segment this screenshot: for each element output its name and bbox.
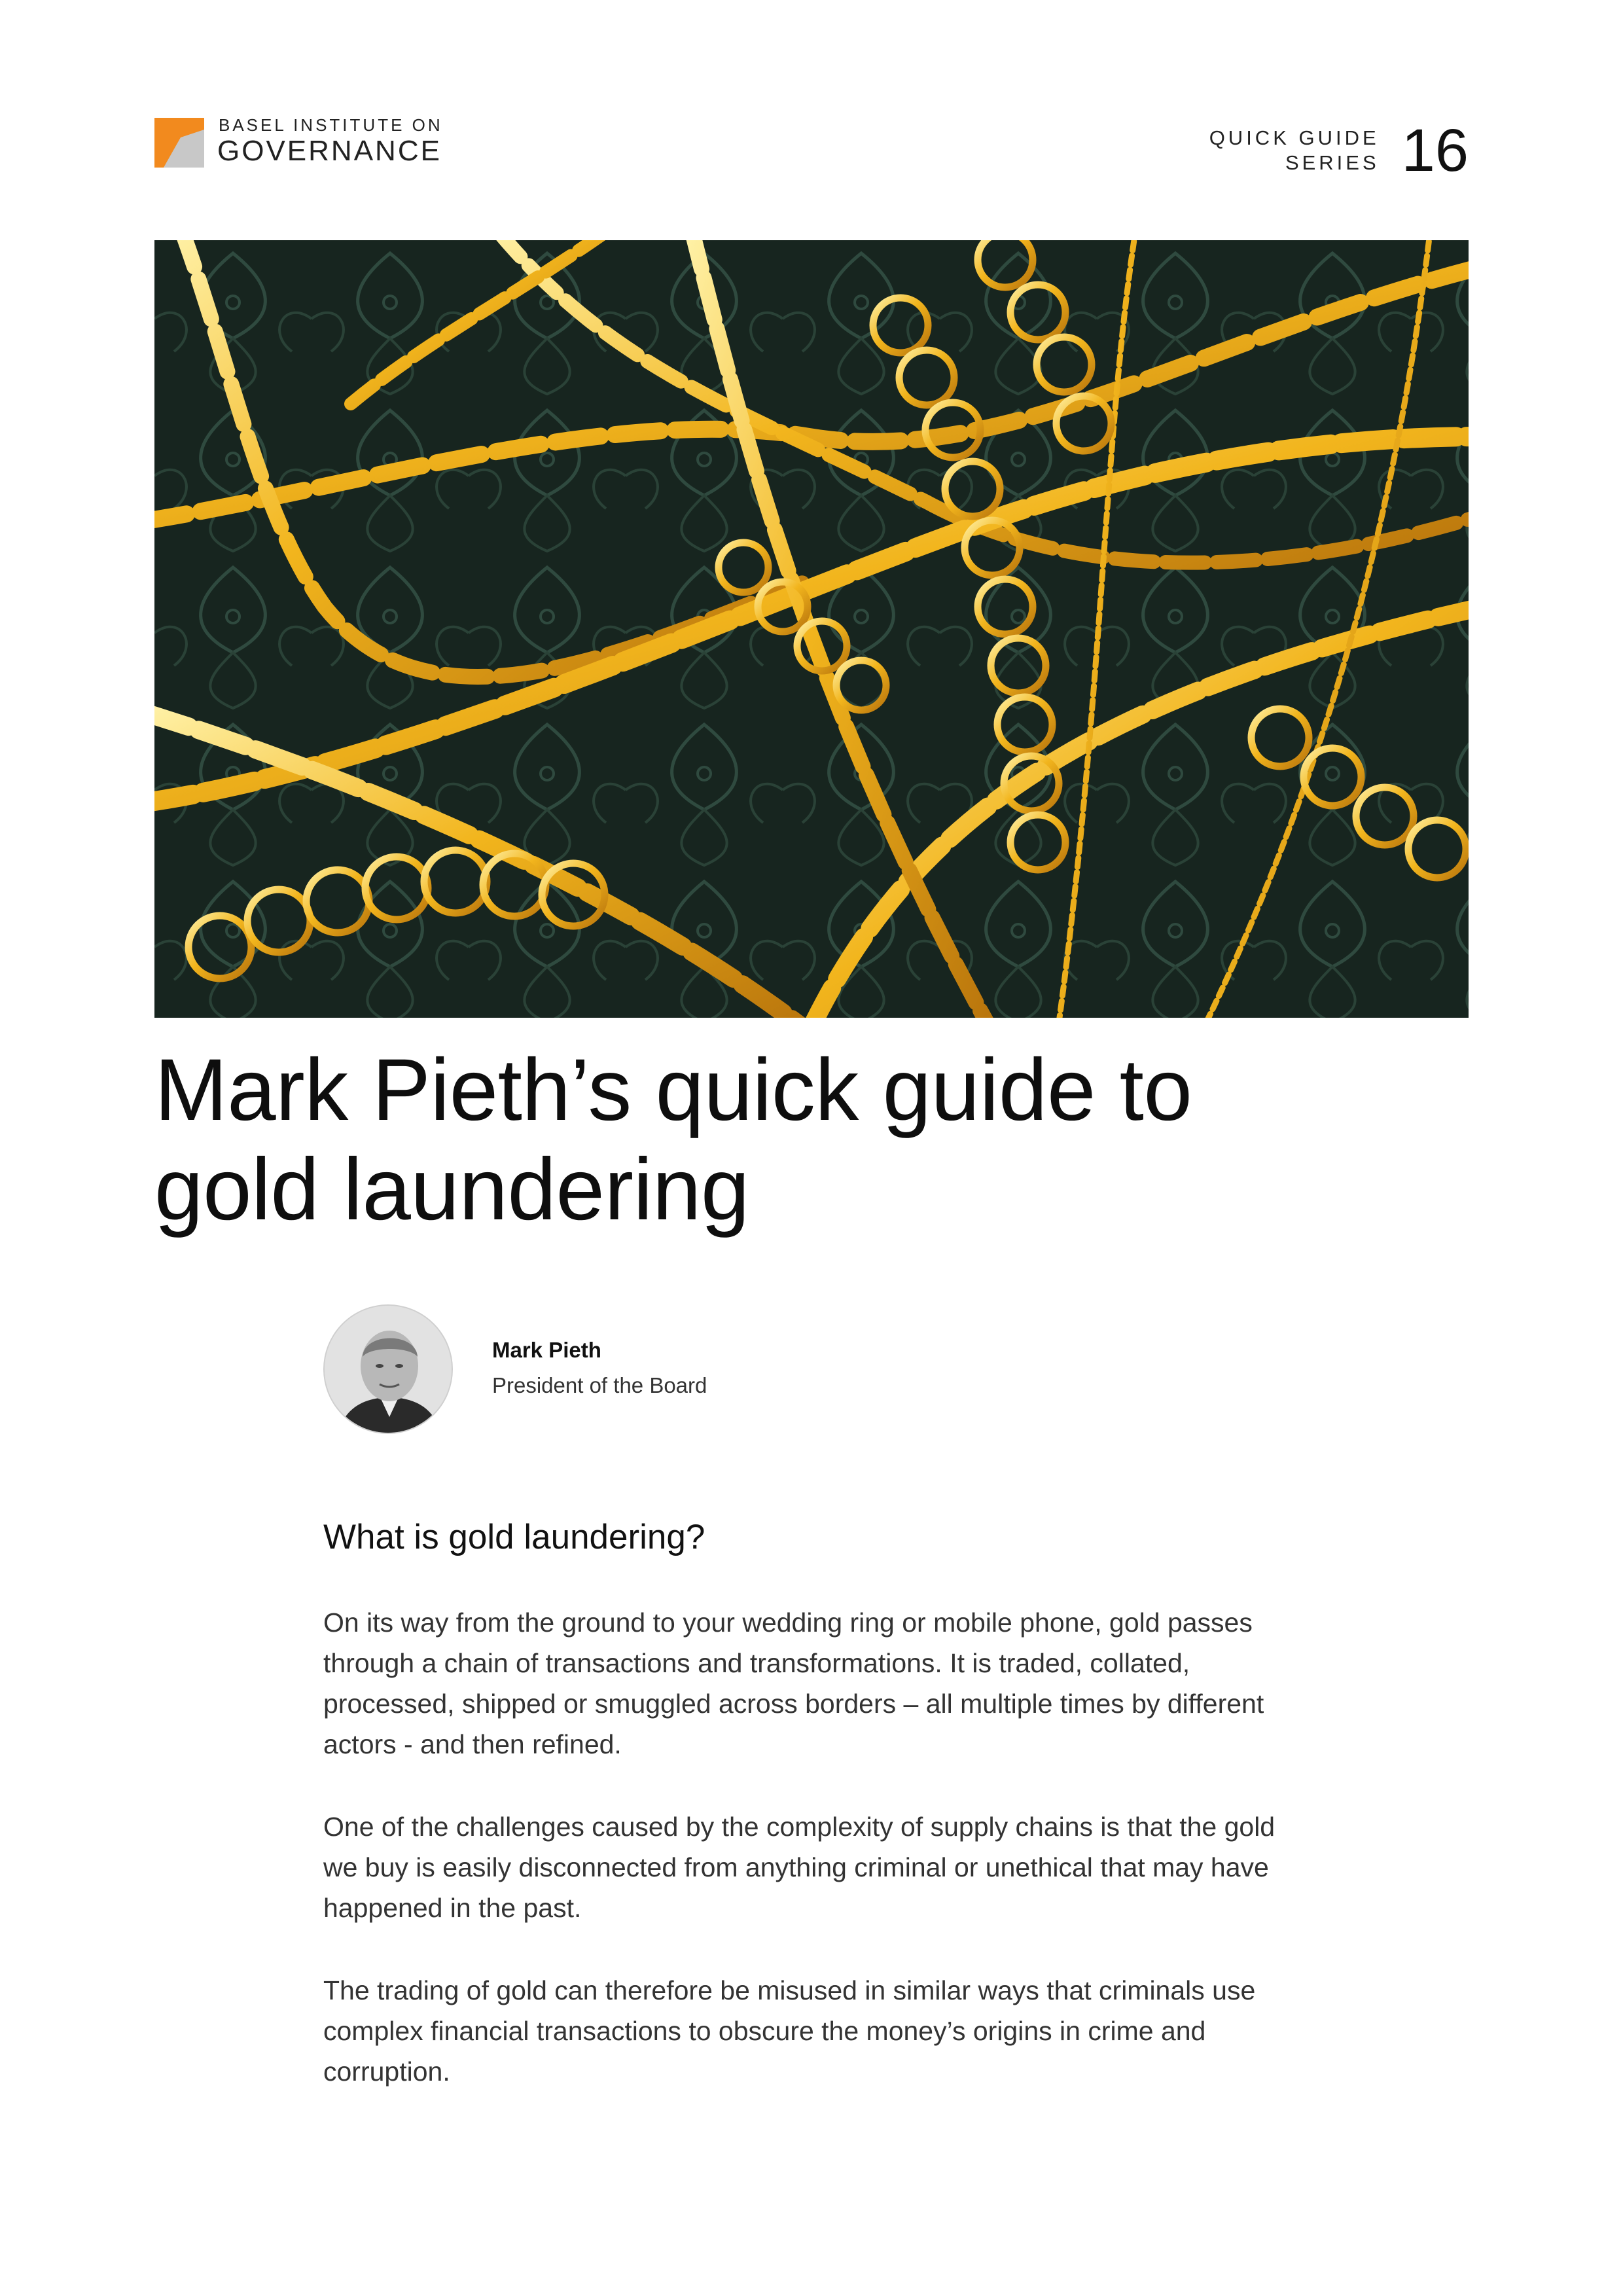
body-paragraph-3: The trading of gold can therefore be misused in similar ways that criminals use complex financial transactions to obscure the money’s origins in crime and corruption.: [323, 1975, 1256, 2087]
gold-chains-illustration: [154, 240, 1469, 1018]
series-number: 16: [1401, 117, 1469, 184]
author-portrait-icon: [325, 1306, 453, 1434]
logo-mark-icon: [154, 118, 204, 168]
body-paragraph-2: One of the challenges caused by the complexity of supply chains is that the gold we buy is easily disconnected from anything criminal or unethical that may have happened in the past.: [323, 1812, 1275, 1923]
author-role: President of the Board: [492, 1373, 707, 1397]
series-label: [1209, 126, 1380, 175]
section-heading: What is gold laundering?: [323, 1518, 705, 1556]
hero-image: [154, 240, 1469, 1018]
page-title: [154, 1041, 1398, 1240]
basel-institute-logo: [154, 115, 455, 174]
series-marker: [1209, 118, 1469, 183]
series-label-line2: SERIES: [1285, 151, 1380, 174]
body-paragraph-1: On its way from the ground to your wedding ring or mobile phone, gold passes through a chain of transactions and transformations. It is traded, collated, processed, shipped or smuggled across borders – all multiple times by different actors - and then refined.: [323, 1607, 1264, 1759]
logo-text-line2: GOVERNANCE: [217, 135, 442, 167]
logo-text-line1: BASEL INSTITUTE ON: [219, 115, 443, 135]
series-label-line1: QUICK GUIDE: [1209, 126, 1380, 149]
page-title-line2: gold laundering: [154, 1141, 749, 1238]
author-name: Mark Pieth: [492, 1338, 601, 1362]
page-title-line1: Mark Pieth’s quick guide to: [154, 1041, 1192, 1139]
author-avatar: [323, 1304, 453, 1434]
